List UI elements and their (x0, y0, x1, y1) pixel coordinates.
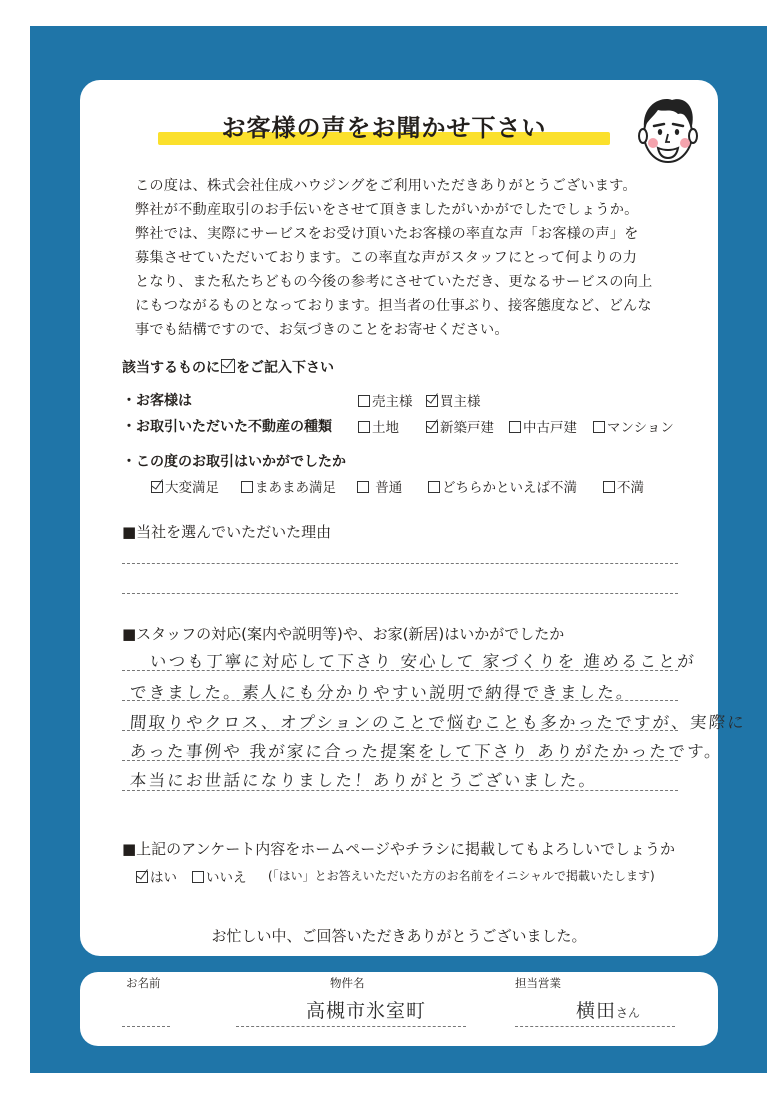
customer-type-label: ・お客様は (122, 393, 192, 409)
handwritten-comment-line: 間取りやクロス、オプションのことで悩むことも多かったですが、実際に (129, 713, 747, 732)
checkbox-icon[interactable] (241, 481, 253, 493)
staff-line (515, 1026, 675, 1027)
checkbox-icon (221, 359, 235, 373)
checkbox-icon[interactable] (358, 421, 370, 433)
option-dissatisfied[interactable]: 不満 (603, 476, 644, 496)
staff-label: 担当営業 (515, 976, 561, 990)
property-line (236, 1026, 466, 1027)
publish-note: (「はい」とお答えいただいた方のお名前をイニシャルで掲載いたします) (268, 869, 655, 883)
intro-text (135, 174, 675, 342)
property-label: 物件名 (330, 976, 365, 990)
checkbox-icon[interactable] (426, 421, 438, 433)
option-fairly-satisfied[interactable]: まあまあ満足 (241, 476, 336, 496)
checkbox-icon[interactable] (593, 421, 605, 433)
satisfaction-label: ・この度のお取引はいかがでしたか (122, 454, 346, 470)
option-publish-no[interactable]: いいえ (192, 866, 247, 886)
option-land[interactable]: 土地 (358, 416, 399, 436)
option-condo[interactable]: マンション (593, 416, 674, 436)
answer-line (122, 593, 678, 594)
answer-line (122, 563, 678, 564)
option-publish-yes[interactable]: はい (136, 866, 177, 886)
checkbox-icon[interactable] (426, 395, 438, 407)
publish-heading: ■上記のアンケート内容をホームページやチラシに掲載してもよろしいでしょうか (122, 840, 675, 858)
page-title: お客様の声をお聞かせ下さい (221, 114, 547, 142)
handwritten-comment-line: あった事例や 我が家に合った提案をして下さり ありがたかったです。 (129, 742, 724, 761)
intro-line: にもつながるものとなっております。担当者の仕事ぶり、接客態度など、どんな (135, 298, 652, 314)
checkbox-icon[interactable] (192, 871, 204, 883)
checkbox-icon[interactable] (603, 481, 615, 493)
staff-heading: ■スタッフの対応(案内や説明等)や、お家(新居)はいかがでしたか (122, 625, 565, 643)
checkbox-icon[interactable] (428, 481, 440, 493)
intro-line: 事でも結構ですので、お気づきのことをお寄せください。 (135, 322, 509, 338)
handwritten-comment-line: いつも丁寧に対応して下さり 安心して 家づくりを 進めることが (149, 652, 697, 671)
checkbox-icon[interactable] (509, 421, 521, 433)
intro-line: となり、また私たちどもの今後の参考にさせていただき、更なるサービスの向上 (135, 274, 653, 290)
checkbox-icon[interactable] (357, 481, 369, 493)
checkbox-icon[interactable] (151, 481, 163, 493)
option-somewhat-dissatisfied[interactable]: どちらかといえば不満 (428, 476, 577, 496)
intro-line: 弊社では、実際にサービスをお受け頂いたお客様の率直な声「お客様の声」を (135, 226, 639, 242)
handwritten-comment-line: 本当にお世話になりました！ありがとうございました。 (129, 771, 599, 790)
title-block (158, 108, 610, 148)
option-used-house[interactable]: 中古戸建 (509, 416, 577, 436)
intro-line: 募集させていただいております。この率直な声がスタッフにとって何よりの力 (135, 250, 638, 266)
reason-heading: ■当社を選んでいただいた理由 (122, 523, 332, 541)
option-seller[interactable]: 売主様 (358, 390, 413, 410)
option-new-house[interactable]: 新築戸建 (426, 416, 494, 436)
property-name-handwritten: 高槻市氷室町 (306, 1000, 427, 1022)
staff-name-handwritten: 横田さん (576, 1000, 641, 1022)
smiling-man-mascot-icon (628, 90, 708, 170)
option-very-satisfied[interactable]: 大変満足 (151, 476, 219, 496)
handwritten-comment-line: できました。素人にも分かりやすい説明で納得できました。 (129, 683, 636, 702)
instruction-text: 該当するものに をご記入下さい (122, 360, 334, 376)
checkbox-icon[interactable] (358, 395, 370, 407)
checkbox-icon[interactable] (136, 871, 148, 883)
property-type-label: ・お取引いただいた不動産の種類 (122, 419, 332, 435)
option-neutral[interactable]: 普通 (357, 476, 402, 496)
intro-line: 弊社が不動産取引のお手伝いをさせて頂きましたがいかがでしたでしょうか。 (135, 202, 639, 218)
name-line (122, 1026, 170, 1027)
option-buyer[interactable]: 買主様 (426, 390, 481, 410)
name-label: お名前 (126, 976, 161, 990)
thanks-message: お忙しい中、ご回答いただきありがとうございました。 (211, 927, 587, 945)
intro-line: この度は、株式会社住成ハウジングをご利用いただきありがとうございます。 (135, 178, 637, 194)
